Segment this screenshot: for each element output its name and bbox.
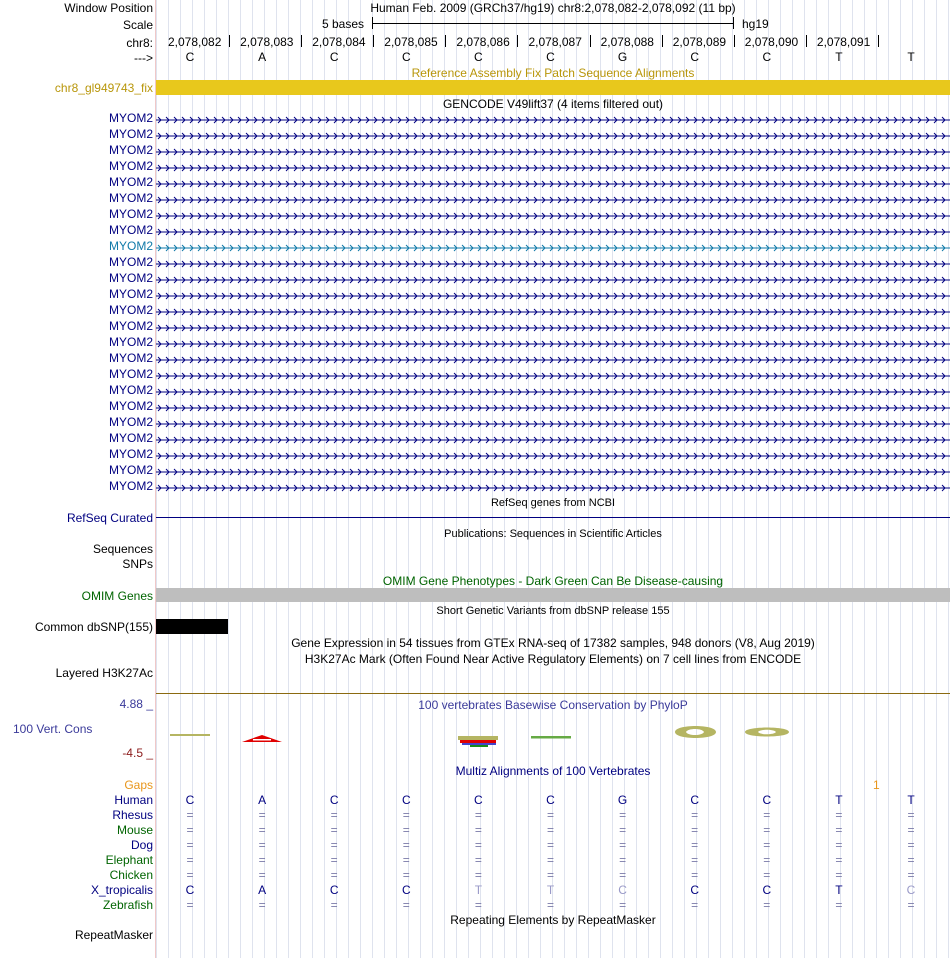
species-base: =	[691, 898, 699, 912]
species-base: C	[762, 883, 772, 897]
species-base: =	[474, 853, 482, 867]
grid-line	[228, 0, 229, 958]
gencode-transcript-line[interactable]	[156, 194, 950, 204]
gencode-transcript-line[interactable]	[156, 290, 950, 300]
gaps-label: Gaps	[124, 778, 153, 792]
species-base: =	[835, 868, 843, 882]
species-base: C	[906, 883, 916, 897]
species-base: C	[546, 793, 555, 807]
reference-base: C	[329, 50, 339, 64]
omim-track-title[interactable]: OMIM Gene Phenotypes - Dark Green Can Be Disease-causing	[382, 574, 724, 588]
species-base: =	[258, 838, 266, 852]
grid-line	[864, 0, 865, 958]
ruler-position-label: 2,078,086	[456, 35, 510, 49]
window-position-label: Window Position	[64, 1, 153, 15]
multiz-track-title[interactable]: Multiz Alignments of 100 Vertebrates	[455, 764, 651, 778]
reference-base: C	[690, 50, 700, 64]
ruler-tick	[517, 35, 518, 47]
ruler-position-label: 2,078,091	[816, 35, 871, 49]
ruler-tick	[373, 35, 374, 47]
species-base: =	[186, 868, 194, 882]
species-base: C	[401, 793, 411, 807]
species-base: T	[835, 883, 843, 897]
grid-line	[504, 0, 505, 958]
species-base: =	[546, 808, 554, 822]
cons-track-label[interactable]: 100 Vert. Cons	[13, 722, 93, 736]
gencode-item-label[interactable]: MYOM2	[108, 447, 153, 461]
species-base: =	[835, 838, 843, 852]
grid-line	[576, 0, 577, 958]
gencode-transcript-line[interactable]	[156, 226, 950, 236]
species-base: =	[474, 823, 482, 837]
grid-line	[600, 0, 601, 958]
reference-base: C	[185, 50, 195, 64]
ruler-position-label: 2,078,087	[528, 35, 582, 49]
species-label[interactable]: Dog	[130, 838, 153, 852]
grid-line	[168, 0, 169, 958]
species-base: =	[907, 838, 915, 852]
species-base: =	[186, 838, 194, 852]
species-base: C	[329, 793, 339, 807]
gencode-transcript-line[interactable]	[156, 386, 950, 396]
ruler-position-label: 2,078,089	[672, 35, 727, 49]
reference-base: C	[474, 50, 483, 64]
h3k27ac-track-title[interactable]: H3K27Ac Mark (Often Found Near Active Regulatory Elements) on 7 cell lines from ENCODE	[304, 652, 802, 666]
species-base: C	[185, 883, 195, 897]
reference-base: A	[258, 50, 267, 64]
repeatmasker-track-title[interactable]: Repeating Elements by RepeatMasker	[450, 913, 656, 927]
gencode-item-label[interactable]: MYOM2	[108, 287, 153, 301]
species-base: T	[835, 793, 843, 807]
gencode-transcript-line[interactable]	[156, 258, 950, 268]
grid-line	[804, 0, 805, 958]
dbsnp-track-label[interactable]: Common dbSNP(155)	[34, 620, 153, 634]
gencode-item-label[interactable]: MYOM2	[108, 319, 153, 333]
species-base: =	[907, 823, 915, 837]
repeatmasker-track-label[interactable]: RepeatMasker	[74, 928, 153, 942]
species-base: =	[330, 898, 338, 912]
grid-line	[432, 0, 433, 958]
species-base: =	[835, 898, 843, 912]
grid-line	[240, 0, 241, 958]
dbsnp-variant-block[interactable]	[156, 619, 228, 634]
species-base: T	[546, 883, 555, 897]
scale-bar	[372, 23, 734, 24]
gencode-transcript-line[interactable]	[156, 434, 950, 444]
grid-line	[732, 0, 733, 958]
ruler-tick	[229, 35, 230, 47]
species-base: =	[763, 808, 771, 822]
species-base: C	[618, 883, 627, 897]
species-base: =	[474, 898, 482, 912]
grid-line	[312, 0, 313, 958]
species-base: =	[619, 838, 627, 852]
species-base: =	[402, 898, 410, 912]
refseq-track-title[interactable]: RefSeq genes from NCBI	[490, 497, 616, 509]
cons-logo-pos-8	[675, 726, 716, 738]
gencode-transcript-line[interactable]	[156, 482, 950, 492]
grid-line	[720, 0, 721, 958]
species-base: C	[474, 793, 483, 807]
species-base: =	[763, 853, 771, 867]
grid-line	[288, 0, 289, 958]
gencode-transcript-line[interactable]	[156, 354, 950, 364]
species-base: G	[617, 793, 628, 807]
species-base: A	[258, 883, 267, 897]
species-base: =	[691, 853, 699, 867]
scale-label: Scale	[122, 18, 153, 32]
grid-line	[588, 0, 589, 958]
ruler-tick	[662, 35, 663, 47]
gencode-transcript-line[interactable]	[156, 402, 950, 412]
species-base: =	[619, 898, 627, 912]
gencode-transcript-line[interactable]	[156, 146, 950, 156]
fix-patch-track-label[interactable]: chr8_gl949743_fix	[54, 81, 153, 95]
gencode-item-label[interactable]: MYOM2	[108, 239, 153, 253]
species-label[interactable]: Zebrafish	[102, 898, 153, 912]
species-base: =	[763, 838, 771, 852]
species-base: =	[474, 838, 482, 852]
gencode-item-label[interactable]: MYOM2	[108, 383, 153, 397]
grid-line	[792, 0, 793, 958]
grid-line	[360, 0, 361, 958]
gtex-track-title[interactable]: Gene Expression in 54 tissues from GTEx RNA-seq of 17382 samples, 948 donors (V8, Aug 2019)	[291, 636, 815, 650]
species-base: =	[186, 823, 194, 837]
species-base: =	[186, 898, 194, 912]
strand-label: --->	[134, 51, 153, 65]
ruler-tick	[590, 35, 591, 47]
species-base: =	[258, 823, 266, 837]
grid-line	[660, 0, 661, 958]
ruler-tick	[301, 35, 302, 47]
gencode-transcript-line[interactable]	[156, 162, 950, 172]
species-base: =	[691, 838, 699, 852]
species-base: =	[402, 838, 410, 852]
gencode-item-label[interactable]: MYOM2	[108, 351, 153, 365]
cons-logo-pos-1	[170, 734, 210, 736]
gencode-item-label[interactable]: MYOM2	[108, 335, 153, 349]
grid-line	[948, 0, 949, 958]
grid-line	[456, 0, 457, 958]
species-label[interactable]: Elephant	[105, 853, 153, 867]
species-base: =	[546, 838, 554, 852]
sequences-label[interactable]: Sequences	[92, 542, 153, 556]
species-base: =	[258, 808, 266, 822]
gencode-item-label[interactable]: MYOM2	[108, 223, 153, 237]
species-base: =	[546, 868, 554, 882]
species-base: =	[691, 808, 699, 822]
grid-line	[156, 0, 157, 958]
species-base: =	[619, 868, 627, 882]
scale-db: hg19	[742, 17, 769, 31]
ruler-position-label: 2,078,090	[744, 35, 799, 49]
cons-logo-pos-9	[745, 728, 789, 737]
gencode-item-label[interactable]: MYOM2	[108, 463, 153, 477]
species-base: =	[402, 823, 410, 837]
species-base: =	[402, 853, 410, 867]
species-label[interactable]: Chicken	[109, 868, 153, 882]
grid-line	[816, 0, 817, 958]
species-base: =	[619, 823, 627, 837]
ruler-tick	[806, 35, 807, 47]
species-label[interactable]: Mouse	[116, 823, 153, 837]
species-label[interactable]: Human	[114, 793, 153, 807]
grid-line	[648, 0, 649, 958]
species-base: =	[330, 838, 338, 852]
grid-line	[672, 0, 673, 958]
gencode-transcript-line[interactable]	[156, 450, 950, 460]
grid-line	[744, 0, 745, 958]
chrom-label: chr8:	[126, 36, 153, 50]
species-base: C	[329, 883, 339, 897]
grid-line	[384, 0, 385, 958]
reference-base: C	[762, 50, 772, 64]
species-base: =	[619, 808, 627, 822]
species-base: C	[762, 793, 772, 807]
species-base: =	[763, 898, 771, 912]
gencode-transcript-line[interactable]	[156, 178, 950, 188]
scale-bar-right-cap	[733, 17, 734, 29]
refseq-track-label[interactable]: RefSeq Curated	[66, 511, 153, 525]
gencode-item-label[interactable]: MYOM2	[108, 303, 153, 317]
species-base: =	[402, 808, 410, 822]
gencode-transcript-line[interactable]	[156, 210, 950, 220]
gencode-item-label[interactable]: MYOM2	[108, 255, 153, 269]
pubs-track-title[interactable]: Publications: Sequences in Scientific Articles	[444, 528, 662, 540]
species-base: =	[258, 853, 266, 867]
gencode-transcript-line[interactable]	[156, 418, 950, 428]
species-label[interactable]: X_tropicalis	[90, 883, 153, 897]
species-label[interactable]: Rhesus	[112, 808, 153, 822]
species-base: T	[474, 883, 483, 897]
species-base: =	[330, 868, 338, 882]
species-base: =	[835, 808, 843, 822]
species-base: =	[474, 808, 482, 822]
species-base: =	[186, 853, 194, 867]
gencode-transcript-line[interactable]	[156, 306, 950, 316]
gencode-transcript-line[interactable]	[156, 322, 950, 332]
scale-text: 5 bases	[322, 17, 365, 31]
species-base: =	[546, 823, 554, 837]
ruler-tick	[734, 35, 735, 47]
reference-base: C	[546, 50, 555, 64]
cons-logo-pos-2	[242, 735, 282, 742]
gencode-transcript-line[interactable]	[156, 242, 950, 252]
grid-line	[528, 0, 529, 958]
gencode-item-label[interactable]: MYOM2	[108, 207, 153, 221]
species-base: =	[186, 808, 194, 822]
grid-line	[300, 0, 301, 958]
cons-max-label: 4.88 _	[119, 697, 153, 711]
gencode-transcript-line[interactable]	[156, 130, 950, 140]
snps-label[interactable]: SNPs	[122, 557, 153, 571]
dbsnp-track-title[interactable]: Short Genetic Variants from dbSNP release 155	[436, 605, 670, 617]
species-base: =	[907, 853, 915, 867]
species-base: C	[185, 793, 195, 807]
ruler-tick	[878, 35, 879, 47]
fix-patch-track-title[interactable]: Reference Assembly Fix Patch Sequence Alignments	[411, 66, 695, 80]
gencode-item-label[interactable]: MYOM2	[108, 399, 153, 413]
gencode-track-title[interactable]: GENCODE V49lift37 (4 items filtered out)	[442, 97, 664, 111]
cons-track-title[interactable]: 100 vertebrates Basewise Conservation by PhyloP	[418, 698, 688, 712]
omim-gene-bar[interactable]	[156, 588, 950, 602]
gencode-item-label[interactable]: MYOM2	[108, 159, 153, 173]
gencode-transcript-line[interactable]	[156, 370, 950, 380]
h3k27ac-track-label[interactable]: Layered H3K27Ac	[55, 666, 153, 680]
species-base: =	[691, 823, 699, 837]
gencode-item-label[interactable]: MYOM2	[108, 479, 153, 493]
gencode-item-label[interactable]: MYOM2	[108, 431, 153, 445]
gencode-transcript-line[interactable]	[156, 114, 950, 124]
ruler-position-label: 2,078,083	[240, 35, 294, 49]
species-base: C	[690, 883, 700, 897]
reference-base: T	[907, 50, 915, 64]
gencode-item-label[interactable]: MYOM2	[108, 127, 153, 141]
assembly-position-title[interactable]: Human Feb. 2009 (GRCh37/hg19) chr8:2,078,082-2,078,092 (11 bp)	[370, 1, 736, 15]
h3k27ac-baseline	[156, 693, 950, 694]
species-base: C	[690, 793, 700, 807]
gencode-item-label[interactable]: MYOM2	[108, 191, 153, 205]
species-base: =	[258, 898, 266, 912]
cons-logo-pos-5	[458, 736, 498, 747]
ruler-position-label: 2,078,084	[312, 35, 366, 49]
species-base: C	[401, 883, 411, 897]
gencode-item-label[interactable]: MYOM2	[108, 415, 153, 429]
cons-logo-pos-6	[531, 736, 571, 739]
grid-line	[216, 0, 217, 958]
ruler-tick	[445, 35, 446, 47]
species-base: =	[763, 823, 771, 837]
grid-line	[876, 0, 877, 958]
species-base: =	[330, 853, 338, 867]
species-base: =	[907, 868, 915, 882]
grid-line	[444, 0, 445, 958]
species-base: T	[907, 793, 915, 807]
species-base: =	[546, 898, 554, 912]
ruler-position-label: 2,078,085	[384, 35, 438, 49]
reference-base: G	[617, 50, 628, 64]
species-base: =	[330, 808, 338, 822]
species-base: =	[835, 853, 843, 867]
omim-track-label[interactable]: OMIM Genes	[81, 589, 153, 603]
species-base: =	[402, 868, 410, 882]
species-base: =	[907, 808, 915, 822]
species-base: =	[619, 853, 627, 867]
species-base: =	[907, 898, 915, 912]
ruler-position-label: 2,078,082	[168, 35, 222, 49]
gencode-item-label[interactable]: MYOM2	[108, 143, 153, 157]
gencode-transcript-line[interactable]	[156, 274, 950, 284]
cons-logo-graphic	[156, 712, 950, 754]
reference-base: T	[835, 50, 843, 64]
species-base: =	[546, 853, 554, 867]
reference-base: C	[401, 50, 411, 64]
gencode-transcript-line[interactable]	[156, 466, 950, 476]
refseq-gene-line[interactable]	[156, 517, 950, 518]
cons-min-label: -4.5 _	[122, 746, 153, 760]
gencode-item-label[interactable]: MYOM2	[108, 367, 153, 381]
species-base: A	[258, 793, 267, 807]
fix-patch-alignment-bar[interactable]	[156, 80, 950, 95]
label-divider	[155, 0, 156, 958]
gencode-item-label[interactable]: MYOM2	[108, 175, 153, 189]
species-base: =	[691, 868, 699, 882]
species-base: =	[258, 868, 266, 882]
gencode-item-label[interactable]: MYOM2	[108, 111, 153, 125]
species-base: =	[474, 868, 482, 882]
species-base: =	[330, 823, 338, 837]
gaps-value: 1	[873, 778, 880, 792]
species-base: =	[763, 868, 771, 882]
ruler-position-label: 2,078,088	[600, 35, 654, 49]
grid-line	[516, 0, 517, 958]
gencode-item-label[interactable]: MYOM2	[108, 271, 153, 285]
gencode-transcript-line[interactable]	[156, 338, 950, 348]
grid-line	[936, 0, 937, 958]
grid-line	[888, 0, 889, 958]
grid-line	[372, 0, 373, 958]
species-base: =	[835, 823, 843, 837]
